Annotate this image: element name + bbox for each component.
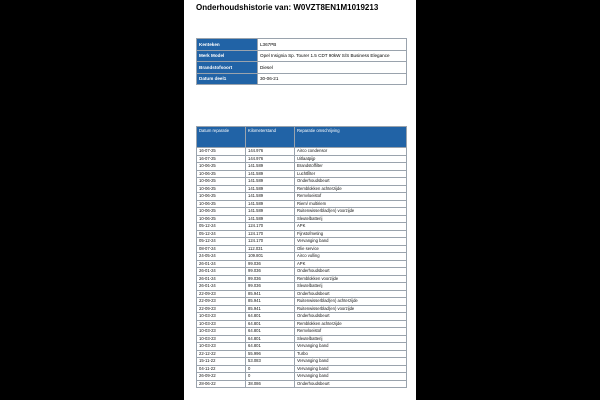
history-description-cell: Vervanging band: [295, 343, 407, 351]
maintenance-history-table: [196, 126, 407, 388]
table-row: [197, 305, 407, 313]
history-mileage-cell: 99.036: [246, 260, 295, 268]
history-mileage-cell: 141.589: [246, 185, 295, 193]
table-row: [197, 163, 407, 171]
history-mileage-cell: 0: [246, 373, 295, 381]
history-mileage-cell: 55.996: [246, 350, 295, 358]
history-mileage-cell: 64.801: [246, 320, 295, 328]
history-mileage-cell: 38.086: [246, 380, 295, 388]
history-mileage-cell: 124.170: [246, 230, 295, 238]
page-title: Onderhoudshistorie van: W0VZT8EN1M1019213: [196, 3, 379, 12]
vehicle-info-value: L367PB: [258, 39, 407, 51]
history-mileage-cell: 141.589: [246, 208, 295, 216]
history-description-cell: Ruitenwisserblad(en) achterzijde: [295, 298, 407, 306]
history-description-cell: Onderhoudsbeurt: [295, 268, 407, 276]
vehicle-info-table: [196, 38, 407, 85]
table-row: [197, 320, 407, 328]
table-row: [197, 245, 407, 253]
history-description-cell: Uitlaatpijp: [295, 155, 407, 163]
history-description-cell: Riem/ multiriem: [295, 200, 407, 208]
history-mileage-cell: 141.589: [246, 200, 295, 208]
table-row: [197, 178, 407, 186]
vehicle-info-row: [197, 39, 407, 51]
table-row: [197, 155, 407, 163]
history-mileage-cell: 141.589: [246, 170, 295, 178]
history-description-cell: Ruitenwisserblad(en) voorzijde: [295, 208, 407, 216]
history-description-cell: Sleutelbatterij: [295, 215, 407, 223]
history-description-cell: Vervanging band: [295, 365, 407, 373]
history-date-cell: 26-09-22: [197, 373, 246, 381]
history-mileage-cell: 64.801: [246, 313, 295, 321]
table-row: [197, 343, 407, 351]
vehicle-info-value: Opel Insignia Sp. Tourer 1.5 CDT 90kW S/S Business Elegance: [258, 50, 407, 62]
table-row: [197, 290, 407, 298]
table-row: [197, 268, 407, 276]
history-mileage-cell: 144.976: [246, 155, 295, 163]
history-mileage-cell: 64.801: [246, 328, 295, 336]
history-date-cell: 10-06-25: [197, 178, 246, 186]
history-date-cell: 10-06-25: [197, 200, 246, 208]
table-row: [197, 170, 407, 178]
history-date-cell: 22-12-22: [197, 350, 246, 358]
history-date-cell: 10-06-25: [197, 208, 246, 216]
history-description-cell: Vervanging band: [295, 238, 407, 246]
history-description-cell: Remvloeistof: [295, 193, 407, 201]
table-row: [197, 283, 407, 291]
table-row: [197, 260, 407, 268]
history-mileage-cell: 141.589: [246, 178, 295, 186]
history-mileage-cell: 85.941: [246, 305, 295, 313]
history-date-cell: 28-06-22: [197, 380, 246, 388]
vehicle-info-value: 30-06-21: [258, 73, 407, 85]
history-date-cell: 10-06-25: [197, 163, 246, 171]
history-mileage-cell: 99.036: [246, 268, 295, 276]
vehicle-info-label: Kenteken: [197, 39, 258, 51]
history-mileage-cell: 109.801: [246, 253, 295, 261]
table-row: [197, 373, 407, 381]
table-row: [197, 365, 407, 373]
table-row: [197, 230, 407, 238]
history-date-cell: 26-01-24: [197, 268, 246, 276]
table-row: [197, 328, 407, 336]
column-header-mileage: Kilometerstand: [246, 127, 295, 148]
history-date-cell: 04-11-22: [197, 365, 246, 373]
history-date-cell: 22-09-23: [197, 305, 246, 313]
column-header-description: Reparatie omschrijving: [295, 127, 407, 148]
history-description-cell: Remvloeistof: [295, 328, 407, 336]
history-mileage-cell: 141.589: [246, 193, 295, 201]
history-mileage-cell: 64.801: [246, 343, 295, 351]
history-date-cell: 05-12-24: [197, 223, 246, 231]
table-row: [197, 238, 407, 246]
history-date-cell: 10-06-25: [197, 193, 246, 201]
table-row: [197, 200, 407, 208]
history-description-cell: Remblokken voorzijde: [295, 275, 407, 283]
history-mileage-cell: 85.941: [246, 298, 295, 306]
history-description-cell: Onderhoudsbeurt: [295, 290, 407, 298]
history-date-cell: 10-06-25: [197, 215, 246, 223]
table-row: [197, 335, 407, 343]
history-date-cell: 05-12-24: [197, 230, 246, 238]
history-description-cell: Airco vulling: [295, 253, 407, 261]
history-description-cell: Turbo: [295, 350, 407, 358]
table-row: [197, 358, 407, 366]
history-description-cell: Onderhoudsbeurt: [295, 313, 407, 321]
history-date-cell: 26-01-24: [197, 260, 246, 268]
history-date-cell: 15-11-22: [197, 358, 246, 366]
document-page: [184, 0, 416, 400]
history-description-cell: Vervanging band: [295, 358, 407, 366]
history-date-cell: 10-03-23: [197, 335, 246, 343]
vehicle-info-row: [197, 73, 407, 85]
table-row: [197, 313, 407, 321]
history-date-cell: 16-07-25: [197, 155, 246, 163]
column-header-date: Datum reparatie: [197, 127, 246, 148]
history-date-cell: 22-09-23: [197, 298, 246, 306]
history-header-row: [197, 127, 407, 148]
table-row: [197, 380, 407, 388]
table-row: [197, 208, 407, 216]
history-date-cell: 22-09-23: [197, 290, 246, 298]
table-row: [197, 193, 407, 201]
table-row: [197, 215, 407, 223]
history-date-cell: 10-06-25: [197, 170, 246, 178]
history-mileage-cell: 141.589: [246, 215, 295, 223]
history-description-cell: Ruitenwisserblad(en) voorzijde: [295, 305, 407, 313]
history-date-cell: 10-03-23: [197, 313, 246, 321]
history-date-cell: 10-06-25: [197, 185, 246, 193]
vehicle-info-label: Merk Model: [197, 50, 258, 62]
history-mileage-cell: 141.589: [246, 163, 295, 171]
vehicle-info-label: Brandstofsoort: [197, 62, 258, 74]
history-mileage-cell: 85.941: [246, 290, 295, 298]
history-date-cell: 24-05-24: [197, 253, 246, 261]
history-mileage-cell: 124.170: [246, 238, 295, 246]
history-date-cell: 10-03-23: [197, 343, 246, 351]
history-date-cell: 10-03-23: [197, 328, 246, 336]
history-mileage-cell: 124.170: [246, 223, 295, 231]
history-description-cell: Sleutelbatterij: [295, 283, 407, 291]
vehicle-info-label: Datum deel1: [197, 73, 258, 85]
vehicle-info-row: [197, 62, 407, 74]
history-description-cell: Fijnstofmeting: [295, 230, 407, 238]
history-date-cell: 16-07-25: [197, 148, 246, 156]
history-mileage-cell: 64.801: [246, 335, 295, 343]
table-row: [197, 223, 407, 231]
table-row: [197, 350, 407, 358]
table-row: [197, 298, 407, 306]
history-description-cell: Sleutelbatterij: [295, 335, 407, 343]
history-description-cell: Vervanging band: [295, 373, 407, 381]
history-description-cell: Olie service: [295, 245, 407, 253]
history-date-cell: 26-01-24: [197, 275, 246, 283]
history-description-cell: Airco condensor: [295, 148, 407, 156]
history-description-cell: Brandstoffilter: [295, 163, 407, 171]
history-date-cell: 08-07-24: [197, 245, 246, 253]
table-row: [197, 185, 407, 193]
table-row: [197, 275, 407, 283]
history-description-cell: APK: [295, 260, 407, 268]
history-mileage-cell: 144.976: [246, 148, 295, 156]
vehicle-info-row: [197, 50, 407, 62]
history-date-cell: 10-03-23: [197, 320, 246, 328]
history-mileage-cell: 53.083: [246, 358, 295, 366]
table-row: [197, 148, 407, 156]
vehicle-info-value: Diesel: [258, 62, 407, 74]
history-date-cell: 26-01-24: [197, 283, 246, 291]
history-description-cell: Remblokken achterzijde: [295, 320, 407, 328]
history-description-cell: Luchtfilter: [295, 170, 407, 178]
history-mileage-cell: 99.036: [246, 275, 295, 283]
history-description-cell: Remblokken achterzijde: [295, 185, 407, 193]
history-description-cell: Onderhoudsbeurt: [295, 178, 407, 186]
table-row: [197, 253, 407, 261]
history-description-cell: Onderhoudsbeurt: [295, 380, 407, 388]
history-mileage-cell: 99.036: [246, 283, 295, 291]
history-mileage-cell: 112.031: [246, 245, 295, 253]
history-mileage-cell: 0: [246, 365, 295, 373]
history-description-cell: APK: [295, 223, 407, 231]
history-date-cell: 05-12-24: [197, 238, 246, 246]
